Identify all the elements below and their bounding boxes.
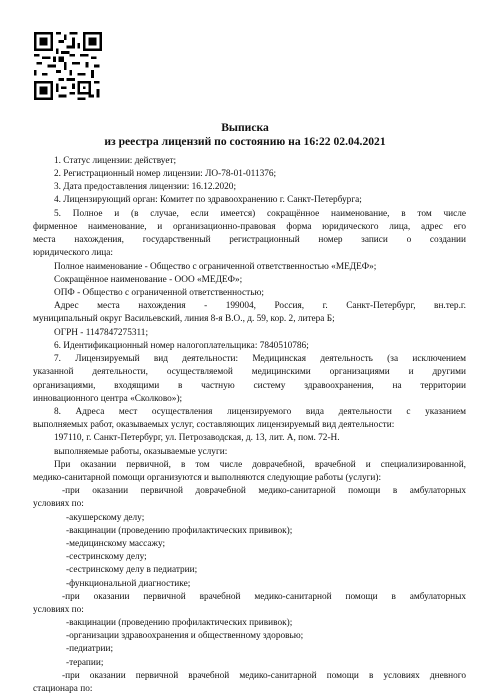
text-line: медико-санитарной помощи организуются и выполняются следующие работы (услуги): (33, 473, 382, 483)
text-line: 197110, г. Санкт-Петербург, ул. Петрозаводская, д. 13, лит. А, пом. 72-Н. (54, 433, 340, 443)
text-line: ОПФ - Общество с ограниченной ответственностью; (54, 288, 264, 298)
text-line: условиях по: (33, 499, 84, 509)
text-line: -сестринскому делу в педиатрии; (66, 565, 198, 575)
text-line: -при оказании первичной врачебной медико-санитарной помощи в условиях дневного (62, 671, 466, 681)
text-line: -вакцинации (проведению профилактических прививок); (66, 526, 293, 536)
text-line: -организации здравоохранения и общественному здоровью; (66, 631, 304, 641)
text-line: места нахождения, государственный регистрационный номер записи о создании (33, 235, 466, 245)
qr-code (34, 32, 102, 100)
text-line: 6. Идентификационный номер налогоплательщика: 7840510786; (54, 341, 309, 351)
text-line: -акушерскому делу; (66, 513, 145, 523)
text-line: -терапии; (66, 658, 104, 668)
text-line: -медицинскому массажу; (66, 539, 166, 549)
text-line: юридического лица: (33, 248, 113, 258)
text-line: условиях по: (33, 605, 84, 615)
text-line: стационара по: (33, 684, 93, 694)
text-line: муниципальный округ Васильевский, линия 8-я В.О., д. 59, кор. 2, литера Б; (33, 314, 335, 324)
text-line: -при оказании первичной доврачебной медико-санитарной помощи в амбулаторных (62, 486, 466, 496)
text-line: 7. Лицензируемый вид деятельности: Медицинская деятельность (за исключением (54, 354, 466, 364)
text-line: -педиатрии; (66, 644, 114, 654)
text-line: фирменное наименование, и организационно-правовая форма юридического лица, адрес его (33, 222, 466, 232)
text-line: Полное наименование - Общество с ограниченной ответственностью «МЕДЕФ»; (54, 262, 377, 272)
text-line: При оказании первичной, в том числе доврачебной, врачебной и специализированной, (54, 460, 466, 470)
text-line: Адрес места нахождения - 199004, Россия, г. Санкт-Петербург, вн.тер.г. (54, 301, 466, 311)
text-line: 3. Дата предоставления лицензии: 16.12.2020; (54, 182, 237, 192)
document-title: Выписка (221, 121, 269, 134)
text-line: 4. Лицензирующий орган: Комитет по здравоохранению г. Санкт-Петербурга; (54, 195, 362, 205)
text-line: 2. Регистрационный номер лицензии: ЛО-78-01-011376; (54, 169, 277, 179)
text-line: -сестринскому делу; (66, 552, 147, 562)
text-line: 1. Статус лицензии: действует; (54, 156, 177, 166)
text-line: -при оказании первичной врачебной медико-санитарной помощи в амбулаторных (62, 592, 466, 602)
text-line: -функциональной диагностике; (66, 579, 191, 589)
text-line: выполняемых работ, оказываемых услуг, составляющих лицензируемый вид деятельности: (33, 420, 395, 430)
text-line: 8. Адреса мест осуществления лицензируемого вида деятельности с указанием (54, 407, 466, 417)
text-line: организациями, входящими в частную систему здравоохранения, на территории (33, 381, 466, 391)
text-line: инновационного центра «Сколково»); (33, 394, 183, 404)
text-line: указанной деятельности, осуществляемой медицинскими организациями и другими (33, 367, 466, 377)
text-line: Сокращённое наименование - ООО «МЕДЕФ»; (54, 275, 243, 285)
text-line: ОГРН - 1147847275311; (54, 328, 149, 338)
document-subtitle: из реестра лицензий по состоянию на 16:22 02.04.2021 (104, 135, 386, 148)
text-line: выполняемые работы, оказываемые услуги: (54, 447, 228, 457)
text-line: -вакцинации (проведению профилактических прививок); (66, 618, 293, 628)
text-line: 5. Полное и (в случае, если имеется) сокращённое наименование, в том числе (54, 209, 466, 219)
